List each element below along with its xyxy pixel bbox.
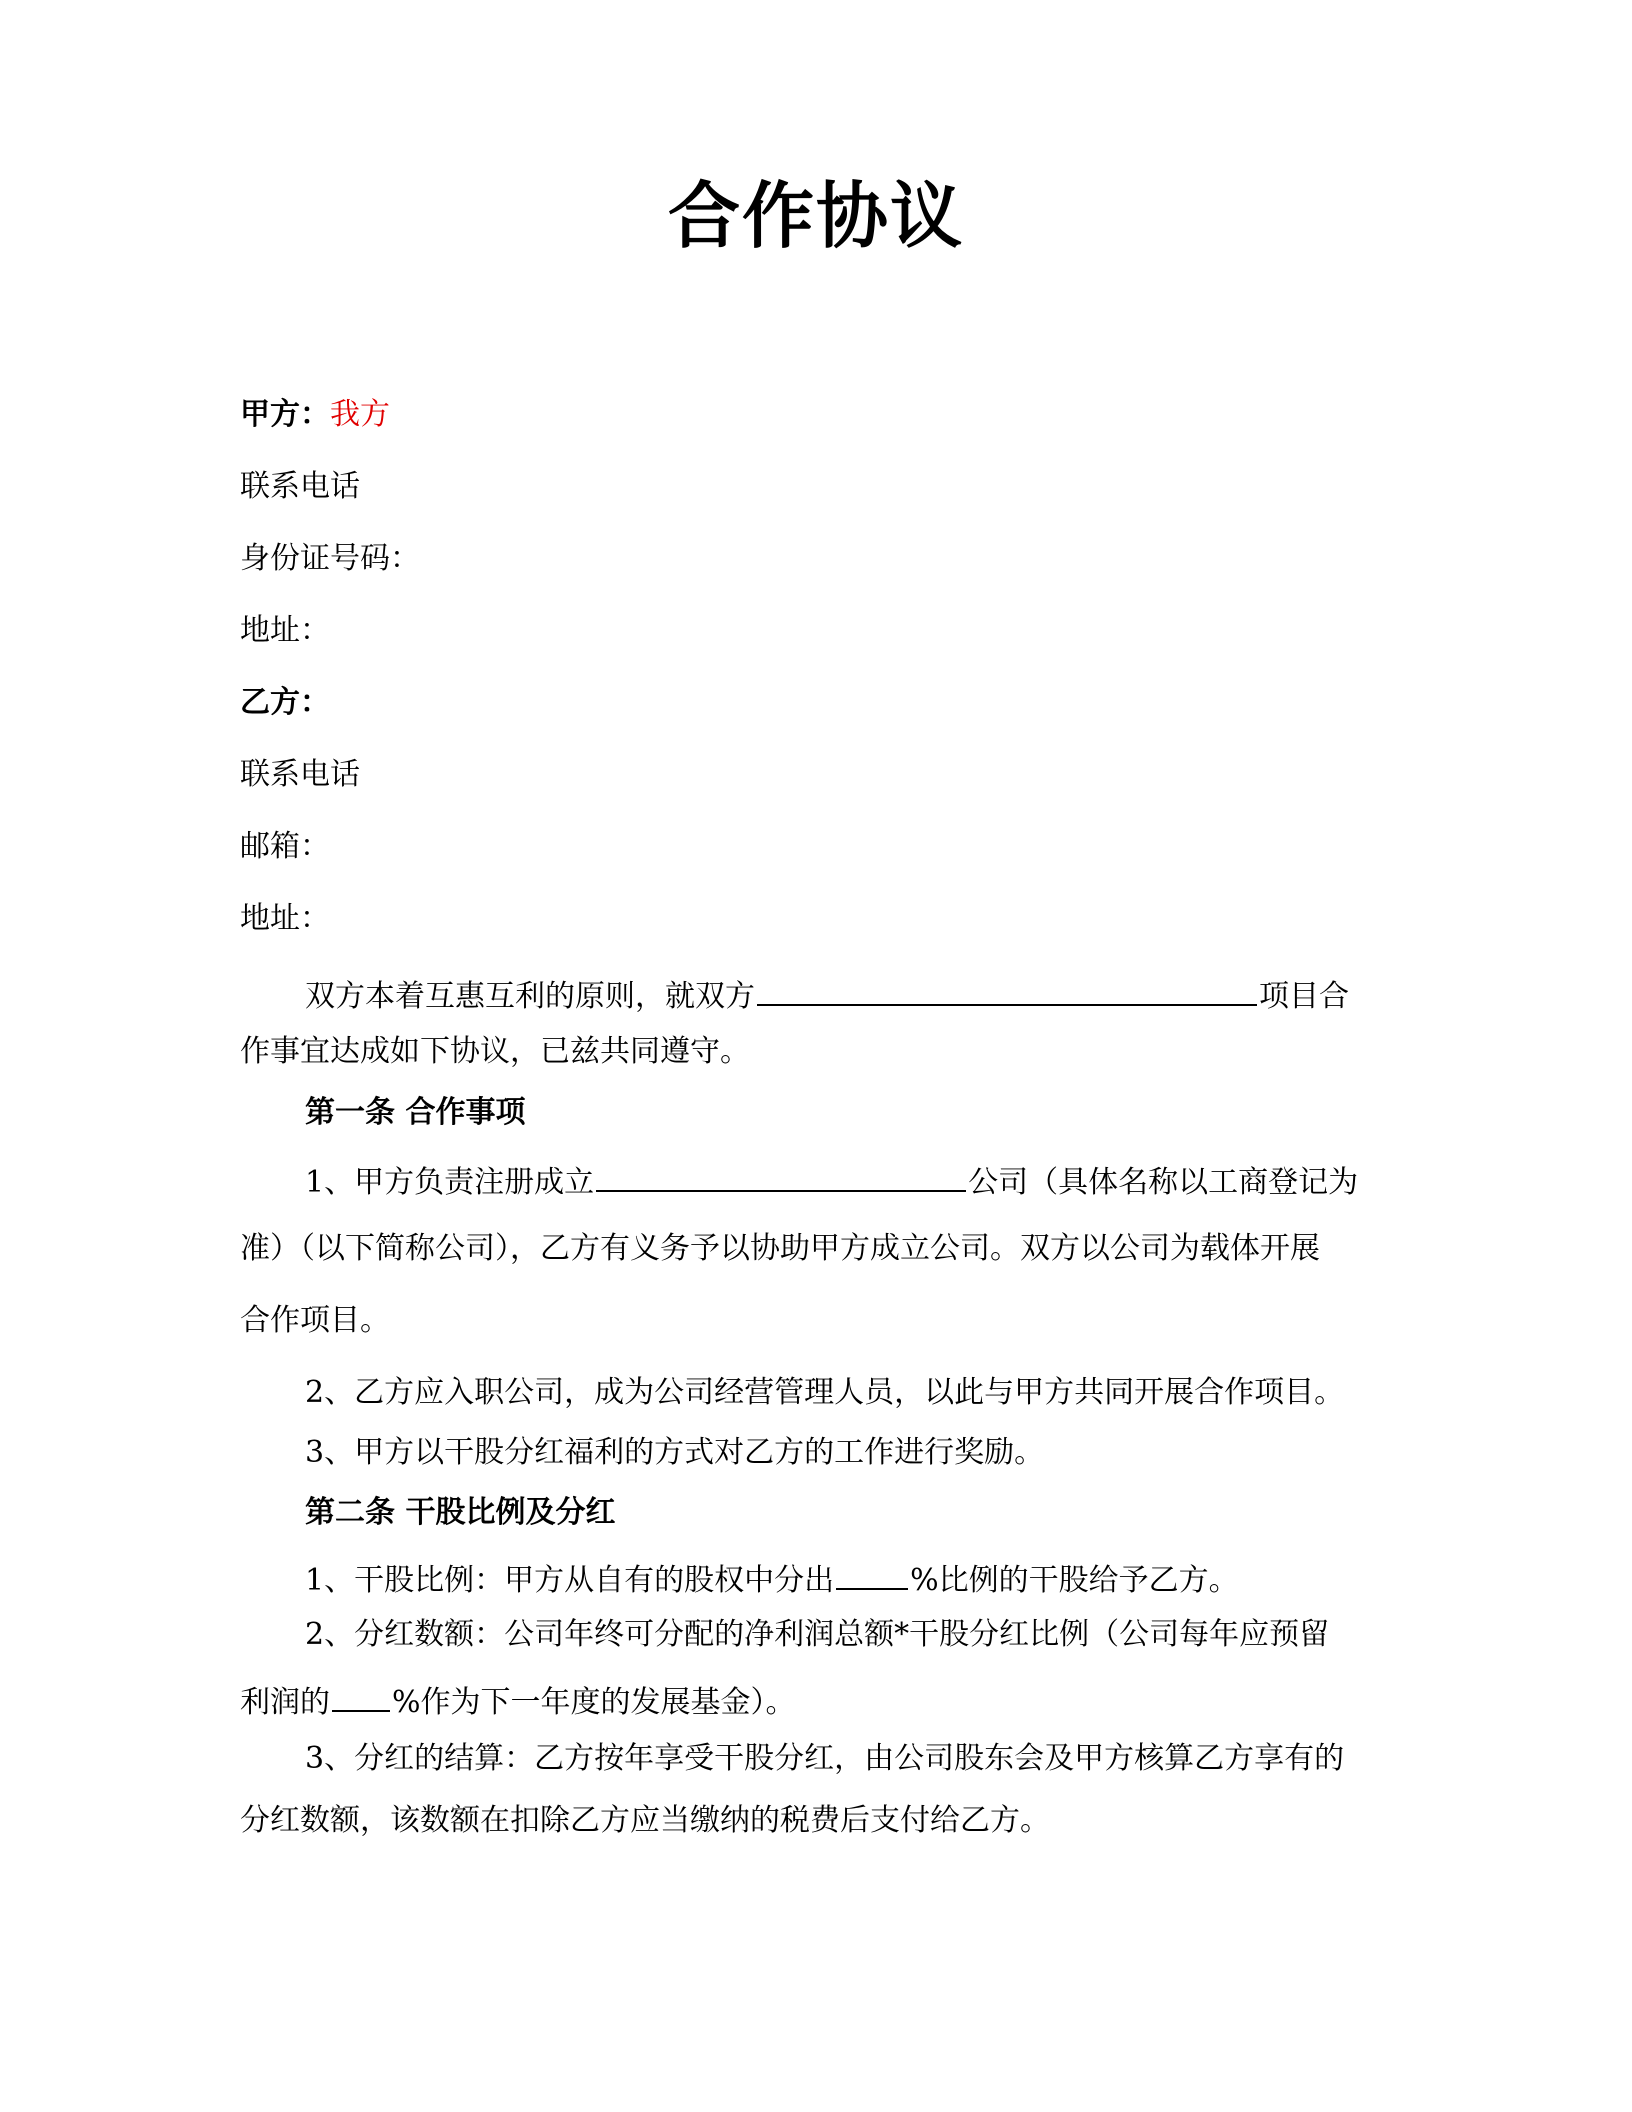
intro-line-2: 作事宜达成如下协议，已兹共同遵守。 (240, 1034, 750, 1069)
party-b-phone: 联系电话 (240, 757, 360, 792)
item-text-after: 公司（具体名称以工商登记为 (968, 1165, 1359, 1200)
reserve-percent-blank[interactable] (332, 1682, 390, 1712)
article-2-item-1 (305, 1560, 1239, 1596)
intro-line-1 (305, 976, 1349, 1012)
item-text: 1、甲方负责注册成立 (305, 1165, 595, 1200)
party-a-address: 地址： (240, 613, 330, 648)
company-name-blank[interactable] (596, 1162, 966, 1192)
article-2-item-3: 3、分红的结算：乙方按年享受干股分红，由公司股东会及甲方核算乙方享有的 (305, 1741, 1345, 1776)
article-1-item-1-line-2: 准）（以下简称公司），乙方有义务予以协助甲方成立公司。双方以公司为载体开展 (240, 1231, 1320, 1266)
party-a-label: 甲方： (240, 397, 330, 432)
share-percent-blank[interactable] (836, 1560, 908, 1590)
intro-text: 双方本着互惠互利的原则，就双方 (305, 979, 755, 1014)
article-1-item-1-line-3: 合作项目。 (240, 1303, 390, 1338)
article-1-item-3: 3、甲方以干股分红福利的方式对乙方的工作进行奖励。 (305, 1435, 1045, 1470)
party-b-label: 乙方： (240, 685, 330, 720)
article-2-heading: 第二条 干股比例及分红 (305, 1495, 616, 1530)
article-2-item-3-line-2: 分红数额，该数额在扣除乙方应当缴纳的税费后支付给乙方。 (240, 1803, 1050, 1838)
article-2-item-2: 2、分红数额：公司年终可分配的净利润总额*干股分红比例（公司每年应预留 (305, 1617, 1330, 1652)
party-a-line (240, 397, 390, 432)
document-title: 合作协议 (667, 173, 964, 258)
party-a-value: 我方 (330, 397, 390, 432)
intro-text-after: 项目合 (1259, 979, 1349, 1014)
party-a-id-number: 身份证号码： (240, 541, 420, 576)
item-text: 利润的 (240, 1685, 330, 1720)
article-2-item-2-line-2 (240, 1682, 796, 1718)
project-name-blank[interactable] (757, 976, 1257, 1006)
party-b-address: 地址： (240, 901, 330, 936)
article-1-item-2: 2、乙方应入职公司，成为公司经营管理人员，以此与甲方共同开展合作项目。 (305, 1375, 1345, 1410)
item-text-after: %比例的干股给予乙方。 (910, 1563, 1239, 1598)
item-text: 1、干股比例：甲方从自有的股权中分出 (305, 1563, 835, 1598)
party-b-email: 邮箱： (240, 829, 330, 864)
party-a-phone: 联系电话 (240, 469, 360, 504)
item-text-after: %作为下一年度的发展基金）。 (392, 1685, 796, 1720)
article-1-item-1 (305, 1162, 1358, 1198)
article-1-heading: 第一条 合作事项 (305, 1095, 526, 1130)
